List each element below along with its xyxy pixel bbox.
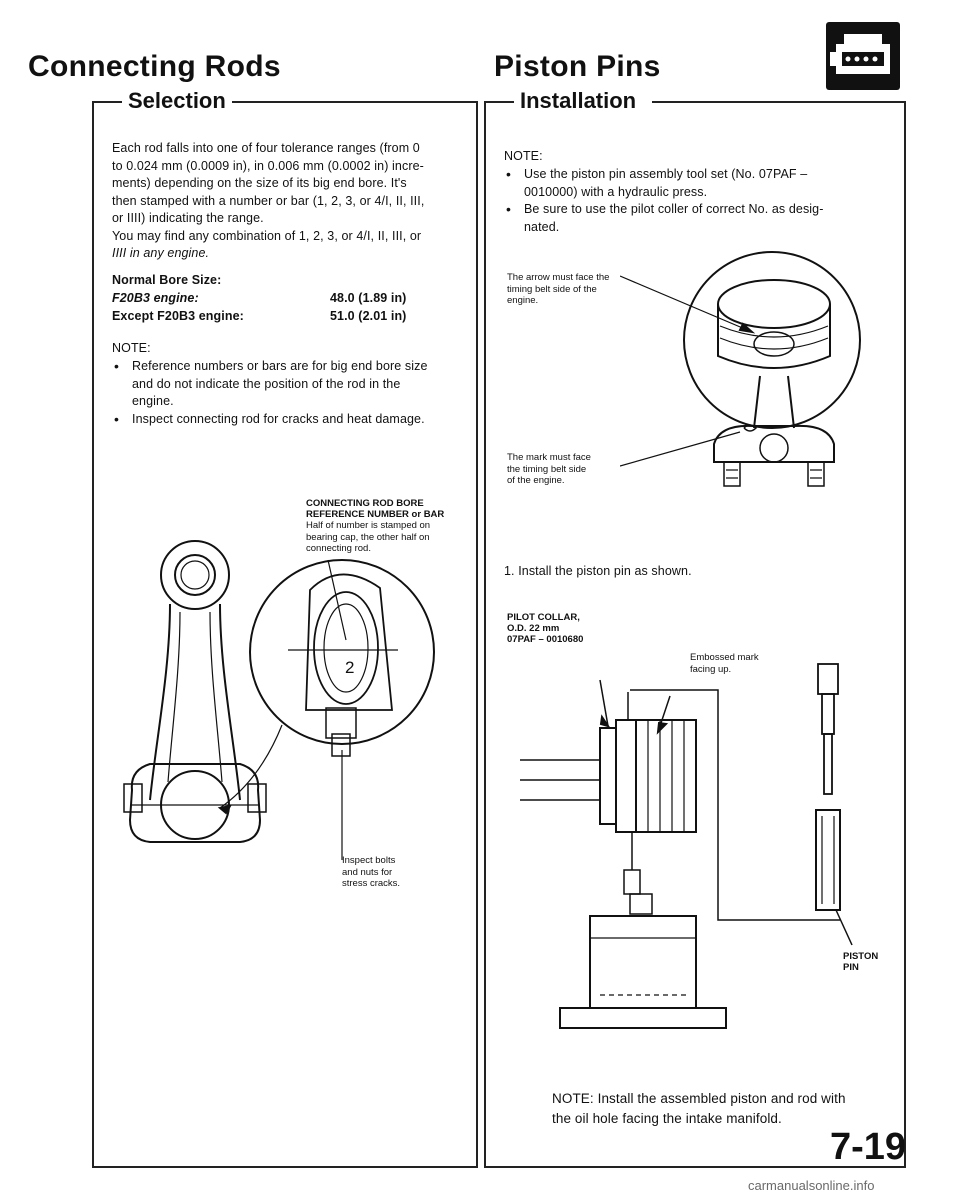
left-intro-text bbox=[112, 140, 464, 263]
bore-reference-callout-text: Half of number is stamped on bearing cap, the other half on connecting rod. bbox=[306, 520, 431, 554]
piston-pin bbox=[816, 810, 840, 910]
connecting-rod-illustration bbox=[110, 520, 470, 860]
intro-line: You may find any combination of 1, 2, 3, or 4/I, II, III, or bbox=[112, 228, 422, 243]
bore-row-value-f20b3: 48.0 (1.89 in) bbox=[330, 291, 407, 305]
press-base-plate bbox=[560, 1008, 726, 1028]
bore-row-value-except: 51.0 (2.01 in) bbox=[330, 309, 407, 323]
bore-size-heading: Normal Bore Size: bbox=[112, 273, 222, 287]
mark-direction-label: The mark must face the timing belt side of the engine. bbox=[507, 452, 591, 486]
list-item: • Reference numbers or bars are for big end bore size and do not indicate the position of the rod in the engine. bbox=[110, 358, 470, 411]
bore-row-label-f20b3: F20B3 engine: bbox=[112, 291, 199, 305]
engine-section-icon bbox=[826, 22, 900, 90]
bottom-note: NOTE: Install the assembled piston and rod with the oil hole facing the intake manifold. bbox=[552, 1091, 846, 1126]
stamp-digit: 2 bbox=[345, 658, 355, 677]
intro-line: ments) depending on the size of its big end bore. It's bbox=[112, 176, 407, 190]
left-note-label: NOTE: bbox=[112, 341, 151, 355]
right-note-label: NOTE: bbox=[504, 149, 543, 163]
piston-section bbox=[636, 720, 696, 832]
right-page-title: Piston Pins bbox=[494, 50, 661, 83]
embossed-mark-label: Embossed mark facing up. bbox=[690, 652, 759, 675]
press-tool-illustration bbox=[500, 640, 890, 1040]
pilot-collar bbox=[600, 728, 616, 824]
right-notes-list bbox=[502, 166, 892, 236]
detail-magnifier-circle bbox=[250, 560, 434, 744]
intro-line: then stamped with a number or bar (1, 2, 3, or 4/I, II, III, bbox=[112, 193, 425, 208]
piston-pin-label: PISTON PIN bbox=[843, 951, 879, 973]
list-item: • Use the piston pin assembly tool set (No. 07PAF – 0010000) with a hydraulic press. bbox=[502, 166, 892, 201]
watermark-text: carmanualsonline.info bbox=[748, 1178, 875, 1193]
rod-small-end bbox=[161, 541, 229, 609]
rod-cap bbox=[714, 426, 834, 462]
intro-line: to 0.024 mm (0.0009 in), in 0.006 mm (0.0002 in) incre- bbox=[112, 158, 424, 173]
left-notes-list bbox=[110, 358, 470, 428]
press-base bbox=[590, 916, 696, 1008]
step-1-text: 1. Install the piston pin as shown. bbox=[504, 564, 692, 578]
intro-line: or IIII) indicating the range. bbox=[112, 211, 264, 225]
arrow-direction-label: The arrow must face the timing belt side of the engine. bbox=[507, 272, 610, 306]
rod-big-end bbox=[130, 764, 260, 842]
piston-rod-assembly-illustration bbox=[620, 248, 880, 516]
bore-reference-callout-title: CONNECTING ROD BORE REFERENCE NUMBER or BAR bbox=[306, 498, 445, 520]
piston-skirt bbox=[718, 304, 830, 368]
list-item: • Inspect connecting rod for cracks and heat damage. bbox=[110, 411, 470, 429]
piston-detail-circle bbox=[684, 252, 860, 428]
press-arbor-lines bbox=[520, 760, 600, 800]
list-item: • Be sure to use the pilot coller of correct No. as desig- nated. bbox=[502, 201, 892, 236]
right-section-title: Installation bbox=[514, 88, 642, 114]
pilot-collar-body bbox=[616, 720, 636, 832]
left-page-title: Connecting Rods bbox=[28, 50, 281, 83]
piston-crown bbox=[718, 280, 830, 328]
intro-line: IIII in any engine. bbox=[112, 246, 210, 260]
pilot-collar-label: PILOT COLLAR, O.D. 22 mm 07PAF – 0010680 bbox=[507, 612, 584, 645]
inspect-bolts-label: Inspect bolts and nuts for stress cracks. bbox=[342, 855, 401, 889]
bore-row-label-except: Except F20B3 engine: bbox=[112, 309, 244, 323]
left-section-title: Selection bbox=[122, 88, 232, 114]
intro-line: Each rod falls into one of four tolerance ranges (from 0 bbox=[112, 141, 420, 155]
rod-shank bbox=[754, 376, 794, 428]
page-number: 7-19 bbox=[830, 1126, 907, 1168]
